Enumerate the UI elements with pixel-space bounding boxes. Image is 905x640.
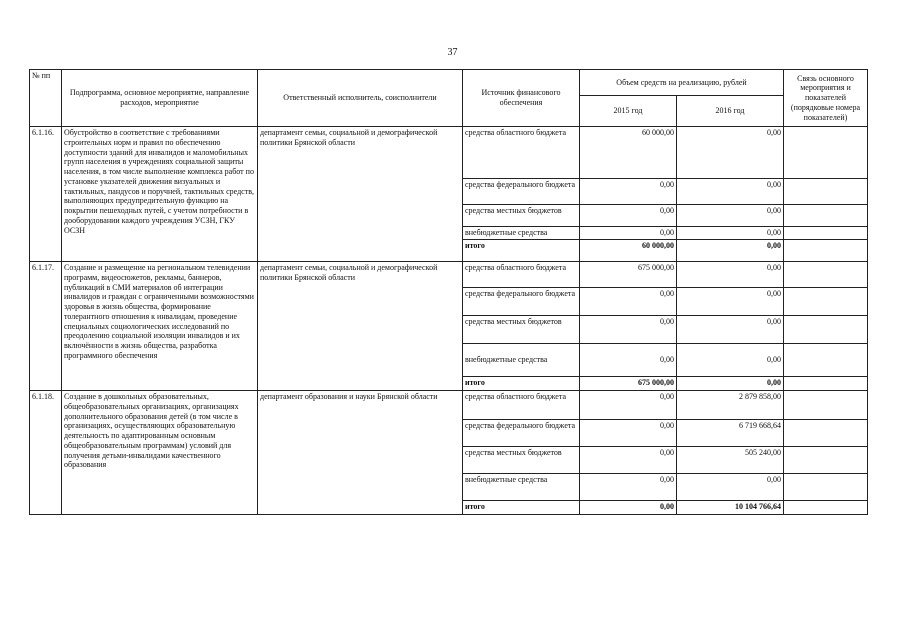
source-cell: средства областного бюджета — [463, 127, 580, 179]
amount-2016: 0,00 — [677, 262, 784, 288]
amount-2016: 6 719 668,64 — [677, 420, 784, 447]
indicator-link-cell — [784, 391, 868, 420]
amount-2015: 0,00 — [580, 205, 677, 227]
source-cell: внебюджетные средства — [463, 227, 580, 240]
amount-2015: 0,00 — [580, 316, 677, 344]
header-executor: Ответственный исполнитель, соисполнители — [258, 70, 463, 127]
source-cell: средства местных бюджетов — [463, 447, 580, 474]
source-cell: средства местных бюджетов — [463, 316, 580, 344]
source-cell: средства областного бюджета — [463, 391, 580, 420]
amount-2016: 2 879 858,00 — [677, 391, 784, 420]
indicator-link-cell — [784, 179, 868, 205]
indicator-link-cell — [784, 474, 868, 501]
amount-2016: 0,00 — [677, 179, 784, 205]
item-name: Создание в дошкольных образовательных, общеобразовательных организациях, организациях дополнительного образования детей (в том числе в организациях, осуществляющих образовательную деятельность по адаптированным основным общеобразовательным программам) условий для получения детьми-инвалидами качественного образования — [62, 391, 258, 515]
source-cell: средства местных бюджетов — [463, 205, 580, 227]
header-link: Связь основного мероприятия и показателей (порядковые номера показателей) — [784, 70, 868, 127]
indicator-link-cell — [784, 447, 868, 474]
header-name: Подпрограмма, основное мероприятие, направление расходов, мероприятие — [62, 70, 258, 127]
item-name: Создание и размещение на региональном телевидении программ, видеосюжетов, рекламы, баннеров, публикаций в СМИ материалов об интеграции инвалидов и граждан с ограниченными возможностями здоровья в жизнь общества, формирование толерантного отношения к инвалидам, проведение специальных социологических исследований по преодолению социальной изоляции инвалидов и их включённости в жизнь общества, разработка программного обеспечения — [62, 262, 258, 391]
header-source: Источник финансового обеспечения — [463, 70, 580, 127]
amount-2015: 0,00 — [580, 227, 677, 240]
total-2015: 675 000,00 — [580, 377, 677, 391]
amount-2016: 0,00 — [677, 316, 784, 344]
indicator-link-cell — [784, 262, 868, 288]
source-cell: внебюджетные средства — [463, 474, 580, 501]
amount-2016: 0,00 — [677, 344, 784, 377]
indicator-link-cell — [784, 288, 868, 316]
total-2015: 60 000,00 — [580, 240, 677, 262]
budget-table — [29, 69, 868, 515]
total-2015: 0,00 — [580, 501, 677, 515]
source-cell: средства областного бюджета — [463, 262, 580, 288]
item-name: Обустройство в соответствие с требованиями строительных норм и правил по обеспечению доступности зданий для инвалидов и маломобильных групп населения в учреждениях социальной защиты населения, в том числе выполнение комплекса работ по установке указателей движения визуальных и тактильных, пандусов и поручней, тактильных средств, выполняющих предупредительную функцию на покрытии пешеходных путей, с учетом потребности в дооборудовании каждого учреждения УСЗН, ГКУ ОСЗН — [62, 127, 258, 262]
amount-2015: 0,00 — [580, 420, 677, 447]
header-num: № пп — [30, 70, 62, 127]
header-funds: Объем средств на реализацию, рублей — [580, 70, 784, 96]
indicator-link-cell — [784, 227, 868, 240]
page-number: 37 — [447, 47, 458, 58]
source-cell: средства федерального бюджета — [463, 179, 580, 205]
amount-2016: 0,00 — [677, 474, 784, 501]
indicator-link-cell — [784, 205, 868, 227]
indicator-link-cell — [784, 344, 868, 377]
amount-2015: 0,00 — [580, 344, 677, 377]
table-row — [30, 127, 868, 179]
indicator-link-cell — [784, 127, 868, 179]
source-cell: внебюджетные средства — [463, 344, 580, 377]
amount-2015: 60 000,00 — [580, 127, 677, 179]
header-year-2015: 2015 год — [580, 96, 677, 127]
indicator-link-cell — [784, 501, 868, 515]
table-row — [30, 262, 868, 288]
indicator-link-cell — [784, 377, 868, 391]
amount-2015: 0,00 — [580, 474, 677, 501]
total-2016: 0,00 — [677, 240, 784, 262]
total-label: итого — [463, 377, 580, 391]
item-executor: департамент семьи, социальной и демографической политики Брянской области — [258, 262, 463, 391]
table-row — [30, 391, 868, 420]
item-executor: департамент семьи, социальной и демографической политики Брянской области — [258, 127, 463, 262]
header-year-2016: 2016 год — [677, 96, 784, 127]
amount-2016: 0,00 — [677, 288, 784, 316]
amount-2016: 0,00 — [677, 205, 784, 227]
indicator-link-cell — [784, 420, 868, 447]
item-number: 6.1.18. — [30, 391, 62, 515]
amount-2015: 675 000,00 — [580, 262, 677, 288]
amount-2016: 0,00 — [677, 227, 784, 240]
amount-2015: 0,00 — [580, 447, 677, 474]
item-number: 6.1.17. — [30, 262, 62, 391]
amount-2015: 0,00 — [580, 391, 677, 420]
total-label: итого — [463, 240, 580, 262]
total-2016: 0,00 — [677, 377, 784, 391]
item-number: 6.1.16. — [30, 127, 62, 262]
total-2016: 10 104 766,64 — [677, 501, 784, 515]
amount-2015: 0,00 — [580, 179, 677, 205]
indicator-link-cell — [784, 240, 868, 262]
amount-2016: 505 240,00 — [677, 447, 784, 474]
amount-2015: 0,00 — [580, 288, 677, 316]
item-executor: департамент образования и науки Брянской области — [258, 391, 463, 515]
indicator-link-cell — [784, 316, 868, 344]
amount-2016: 0,00 — [677, 127, 784, 179]
source-cell: средства федерального бюджета — [463, 420, 580, 447]
source-cell: средства федерального бюджета — [463, 288, 580, 316]
total-label: итого — [463, 501, 580, 515]
